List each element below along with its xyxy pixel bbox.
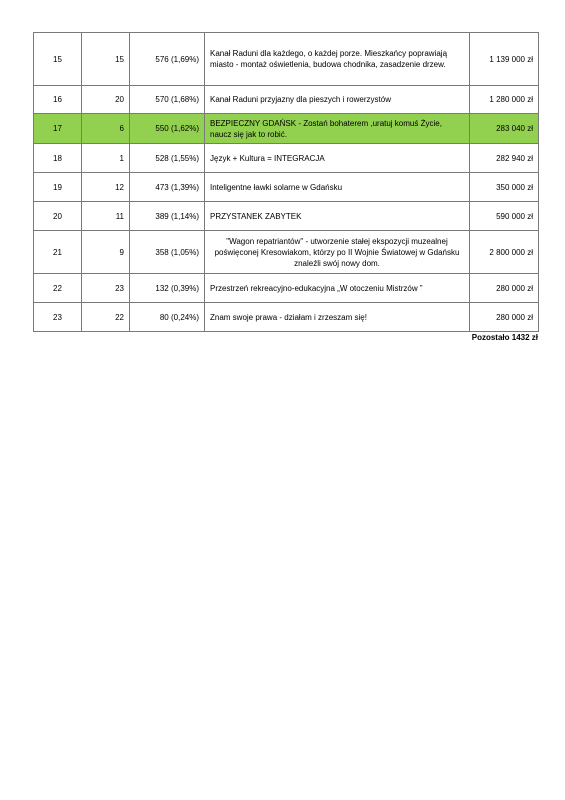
project-number-cell: 20 [82, 86, 130, 114]
table-row [34, 231, 539, 274]
cost-cell: 2 800 000 zł [470, 231, 539, 274]
votes-cell: 389 (1,14%) [130, 202, 205, 231]
table-row [34, 144, 539, 173]
remaining-budget: Pozostało 1432 zł [471, 333, 538, 342]
votes-cell: 132 (0,39%) [130, 274, 205, 303]
cost-cell: 282 940 zł [470, 144, 539, 173]
votes-cell: 550 (1,62%) [130, 114, 205, 144]
position-cell: 15 [34, 33, 82, 86]
cost-cell: 1 139 000 zł [470, 33, 539, 86]
project-number-cell: 23 [82, 274, 130, 303]
position-cell: 21 [34, 231, 82, 274]
project-number-cell: 9 [82, 231, 130, 274]
table-row [34, 274, 539, 303]
cost-cell: 590 000 zł [470, 202, 539, 231]
cost-cell: 1 280 000 zł [470, 86, 539, 114]
project-name-cell: "Wagon repatriantów" - utworzenie stałej ekspozycji muzealnej poświęconej Kresowiakom, którzy po II Wojnie Światowej w Gdańsku znaleźli swój nowy dom. [205, 231, 470, 274]
table-row [34, 303, 539, 332]
votes-cell: 576 (1,69%) [130, 33, 205, 86]
votes-cell: 80 (0,24%) [130, 303, 205, 332]
table-row-highlighted [34, 114, 539, 144]
cost-cell: 350 000 zł [470, 173, 539, 202]
cost-cell: 280 000 zł [470, 274, 539, 303]
project-number-cell: 11 [82, 202, 130, 231]
project-name-cell: PRZYSTANEK ZABYTEK [205, 202, 470, 231]
project-name-cell: Przestrzeń rekreacyjno-edukacyjna „W otoczeniu Mistrzów ” [205, 274, 470, 303]
table-row [34, 86, 539, 114]
position-cell: 23 [34, 303, 82, 332]
position-cell: 16 [34, 86, 82, 114]
position-cell: 18 [34, 144, 82, 173]
project-name-cell: Kanał Raduni przyjazny dla pieszych i rowerzystów [205, 86, 470, 114]
project-number-cell: 15 [82, 33, 130, 86]
position-cell: 17 [34, 114, 82, 144]
position-cell: 20 [34, 202, 82, 231]
project-name-cell: Inteligentne ławki solarne w Gdańsku [205, 173, 470, 202]
position-cell: 19 [34, 173, 82, 202]
votes-cell: 528 (1,55%) [130, 144, 205, 173]
votes-cell: 570 (1,68%) [130, 86, 205, 114]
project-number-cell: 1 [82, 144, 130, 173]
project-number-cell: 6 [82, 114, 130, 144]
table-row [34, 173, 539, 202]
votes-cell: 358 (1,05%) [130, 231, 205, 274]
project-number-cell: 22 [82, 303, 130, 332]
project-name-cell: Znam swoje prawa - działam i zrzeszam się! [205, 303, 470, 332]
position-cell: 22 [34, 274, 82, 303]
results-table [33, 32, 539, 332]
project-name-cell: Kanał Raduni dla każdego, o każdej porze. Mieszkańcy poprawiają miasto - montaż oświetlenia, budowa chodnika, zasadzenie drzew. [205, 33, 470, 86]
table-row [34, 33, 539, 86]
cost-cell: 283 040 zł [470, 114, 539, 144]
project-number-cell: 12 [82, 173, 130, 202]
votes-cell: 473 (1,39%) [130, 173, 205, 202]
project-name-cell: Język + Kultura = INTEGRACJA [205, 144, 470, 173]
project-name-cell: BEZPIECZNY GDAŃSK - Zostań bohaterem ,uratuj komuś Życie, naucz się jak to robić. [205, 114, 470, 144]
table-row [34, 202, 539, 231]
cost-cell: 280 000 zł [470, 303, 539, 332]
